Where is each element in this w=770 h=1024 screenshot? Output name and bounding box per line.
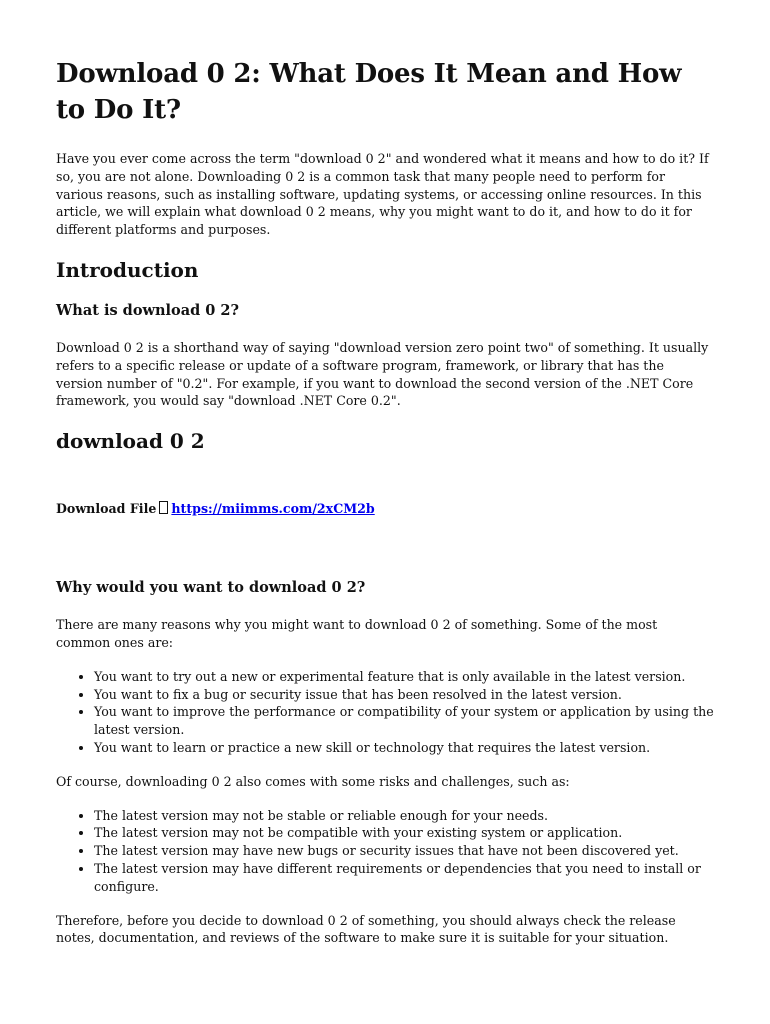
list-item: • The latest version may not be stable or reliable enough for your needs. [94,807,714,825]
download-heading: download 0 2 [56,429,205,454]
list-item: • The latest version may have new bugs or security issues that have not been discovered yet. [94,842,714,860]
list-item: • You want to try out a new or experimental feature that is only available in the latest version. [94,668,714,686]
reasons-list [56,668,714,757]
intro-paragraph: Have you ever come across the term "download 0 2" and wondered what it means and how to do it? If so, you are not alone. Downloading 0 2 is a common task that many people need to perform for various reasons, such as installing software, updating systems, or accessing online resources. In this article, we will explain what download 0 2 means, why you might want to do it, and how to do it for different platforms and purposes. [56,151,709,238]
page-title: Download 0 2: What Does It Mean and How to Do It? [56,59,682,125]
risks-lead-paragraph: Of course, downloading 0 2 also comes with some risks and challenges, such as: [56,773,570,789]
list-item: • The latest version may have different requirements or dependencies that you need to install or configure. [94,860,714,896]
missing-glyph-icon [159,501,168,514]
list-item: • You want to learn or practice a new skill or technology that requires the latest version. [94,739,714,757]
risks-list [56,807,714,896]
conclusion-paragraph: Therefore, before you decide to download 0 2 of something, you should always check the release notes, documentation, and reviews of the software to make sure it is suitable for your situation. [56,912,676,946]
introduction-heading: Introduction [56,257,199,282]
download-file-label: Download File [56,501,157,517]
why-subheading: Why would you want to download 0 2? [56,579,366,597]
list-item: • You want to improve the performance or compatibility of your system or application by using the latest version. [94,703,714,739]
list-item: • You want to fix a bug or security issue that has been resolved in the latest version. [94,686,714,704]
download-link[interactable]: https://miimms.com/2xCM2b [171,501,375,517]
list-item: • The latest version may not be compatible with your existing system or application. [94,824,714,842]
what-is-paragraph: Download 0 2 is a shorthand way of saying "download version zero point two" of something. It usually refers to a specific release or update of a software program, framework, or library that has the version number of "0.2". For example, if you want to download the second version of the .NET Core framework, you would say "download .NET Core 0.2". [56,339,709,409]
download-file-line [56,501,714,516]
what-is-subheading: What is download 0 2? [56,301,240,319]
why-lead-paragraph: There are many reasons why you might want to download 0 2 of something. Some of the most common ones are: [56,617,658,650]
